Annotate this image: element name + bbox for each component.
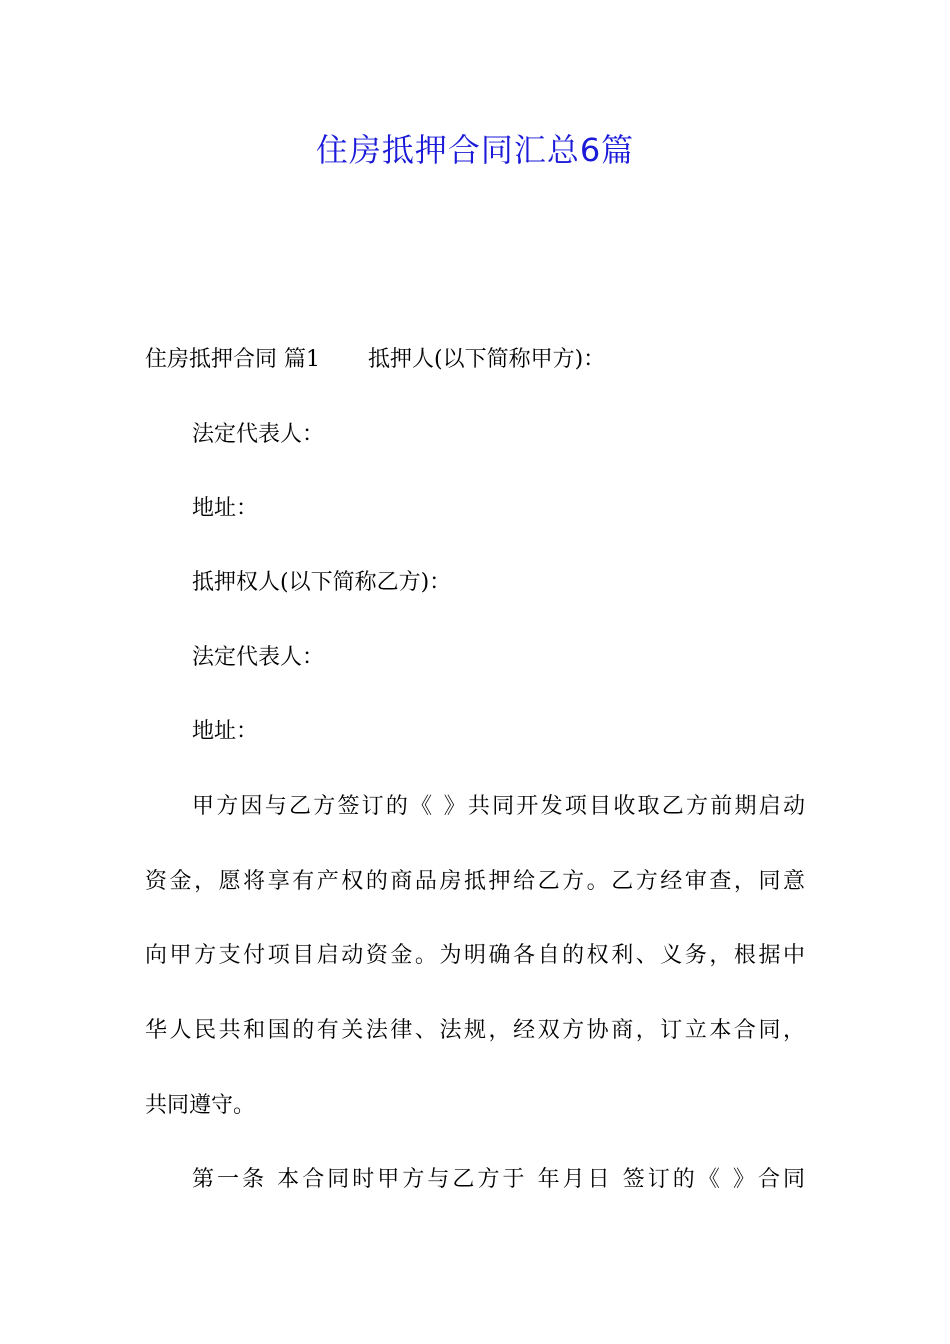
paragraph-line: 资金，愿将享有产权的商品房抵押给乙方。乙方经审查，同意 xyxy=(145,869,805,894)
mortgagor-address: 地址： xyxy=(192,496,259,521)
mortgagor-label: 抵押人(以下简称甲方)： xyxy=(368,347,606,372)
mortgagee-address: 地址： xyxy=(192,719,259,744)
article-one-line: 第一条 本合同时甲方与乙方于 年月日 签订的《 》合同 xyxy=(192,1167,805,1192)
section-heading: 住房抵押合同 篇1 xyxy=(145,347,320,372)
first-line xyxy=(145,345,605,375)
paragraph-line: 甲方因与乙方签订的《 》共同开发项目收取乙方前期启动 xyxy=(192,794,805,819)
paragraph-line: 华人民共和国的有关法律、法规，经双方协商，订立本合同， xyxy=(145,1018,805,1043)
paragraph-line: 向甲方支付项目启动资金。为明确各自的权利、义务，根据中 xyxy=(145,943,805,968)
paragraph-line: 共同遵守。 xyxy=(145,1093,256,1118)
mortgagee-label: 抵押权人(以下简称乙方)： xyxy=(192,570,452,595)
mortgagor-legal-rep: 法定代表人： xyxy=(192,422,325,447)
document-title: 住房抵押合同汇总6篇 xyxy=(315,131,635,169)
mortgagee-legal-rep: 法定代表人： xyxy=(192,645,325,670)
